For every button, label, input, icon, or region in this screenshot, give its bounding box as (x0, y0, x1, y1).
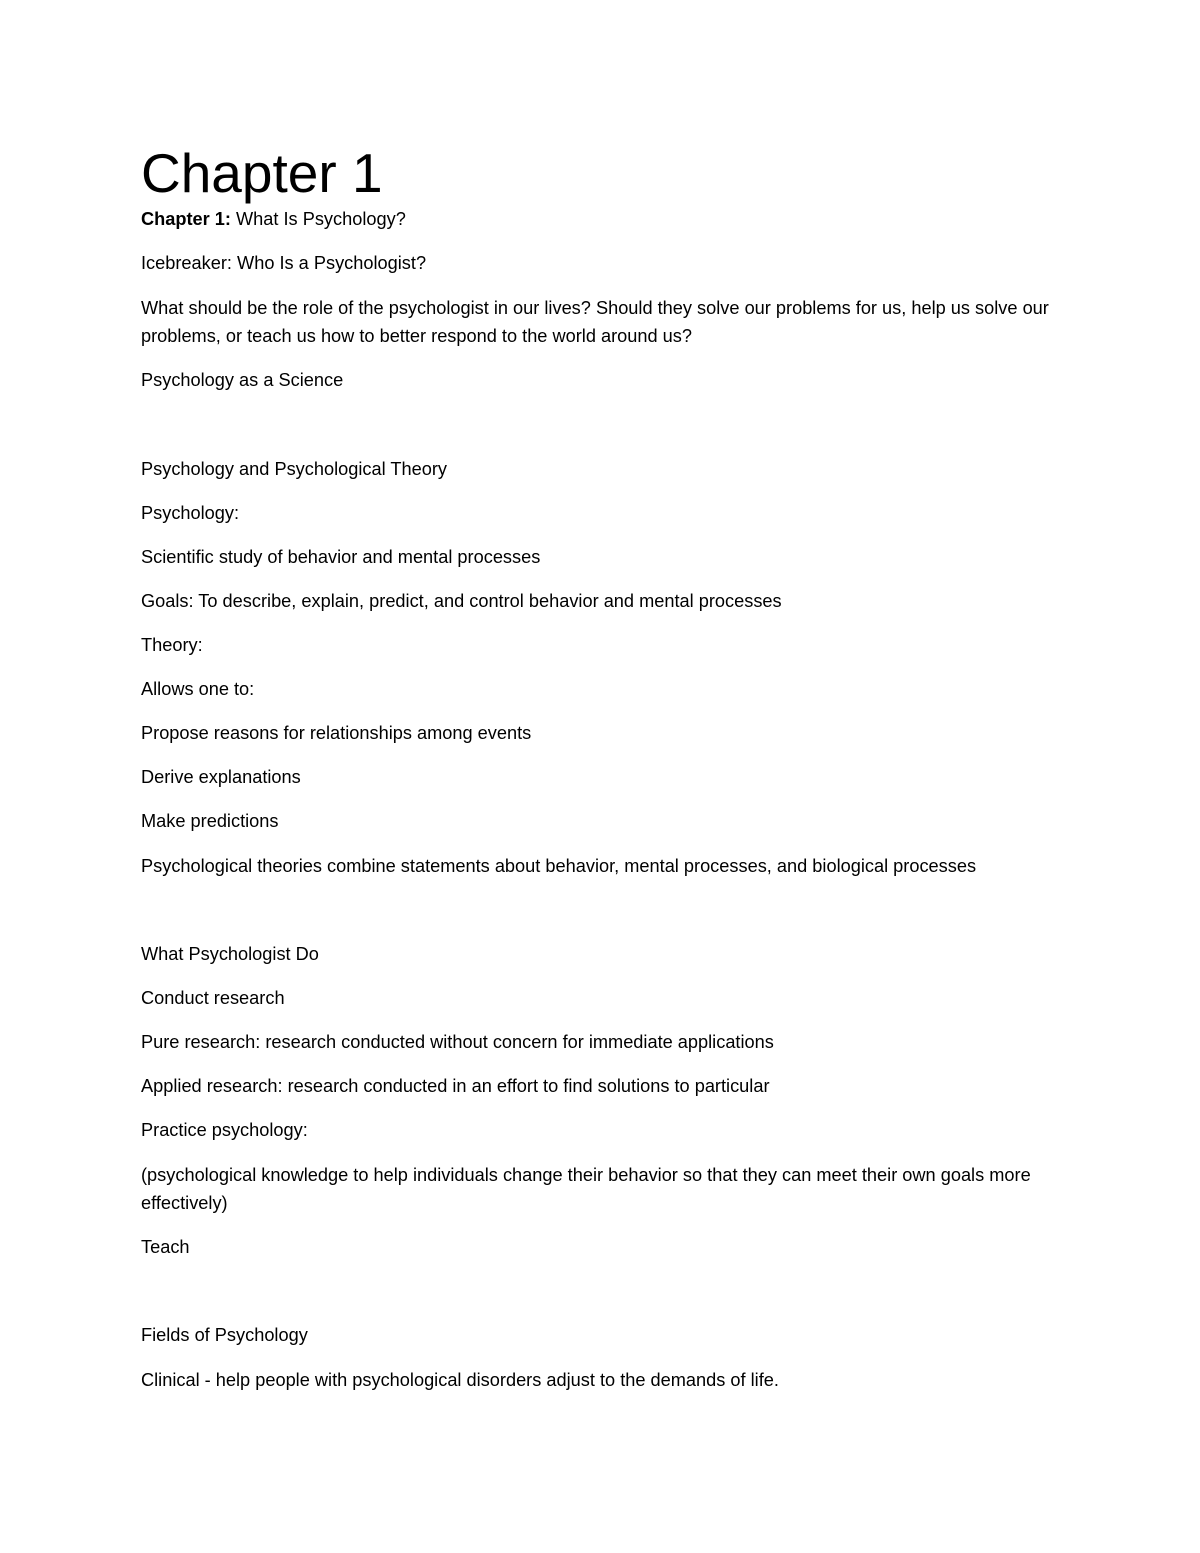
psychology-label: Psychology: (141, 503, 240, 523)
conduct-research-line: Conduct research (141, 988, 285, 1008)
derive-line: Derive explanations (141, 767, 301, 787)
propose-line: Propose reasons for relationships among events (141, 723, 532, 743)
clinical-line: Clinical - help people with psychological disorders adjust to the demands of life. (141, 1370, 779, 1390)
allows-line: Allows one to: (141, 679, 255, 699)
predictions-line: Make predictions (141, 811, 279, 831)
applied-research-line: Applied research: research conducted in an effort to find solutions to particular (141, 1076, 770, 1096)
pure-research-line: Pure research: research conducted without concern for immediate applications (141, 1032, 774, 1052)
chapter-topic: What Is Psychology? (230, 209, 406, 229)
theory-label: Theory: (141, 635, 203, 655)
icebreaker-line: Icebreaker: Who Is a Psychologist? (141, 253, 427, 273)
role-question-paragraph: What should be the role of the psychologist in our lives? Should they solve our problems for us, help us solve our problems, or teach us how to better respond to the world around us? (141, 298, 1049, 346)
practice-psychology-line: Practice psychology: (141, 1120, 308, 1140)
science-heading: Psychology as a Science (141, 370, 344, 390)
practice-description-paragraph: (psychological knowledge to help individuals change their behavior so that they can meet their own goals more effectively) (141, 1165, 1031, 1213)
chapter-subtitle (141, 205, 1051, 233)
what-psychologists-do-heading: What Psychologist Do (141, 944, 319, 964)
teach-line: Teach (141, 1237, 190, 1257)
chapter-label: Chapter 1: (141, 209, 231, 229)
goals-line: Goals: To describe, explain, predict, and control behavior and mental processes (141, 591, 782, 611)
psychology-definition: Scientific study of behavior and mental processes (141, 547, 541, 567)
theory-heading: Psychology and Psychological Theory (141, 459, 447, 479)
theories-combine-line: Psychological theories combine statements about behavior, mental processes, and biological processes (141, 856, 977, 876)
fields-heading: Fields of Psychology (141, 1325, 308, 1345)
page-title: Chapter 1 (141, 142, 383, 204)
